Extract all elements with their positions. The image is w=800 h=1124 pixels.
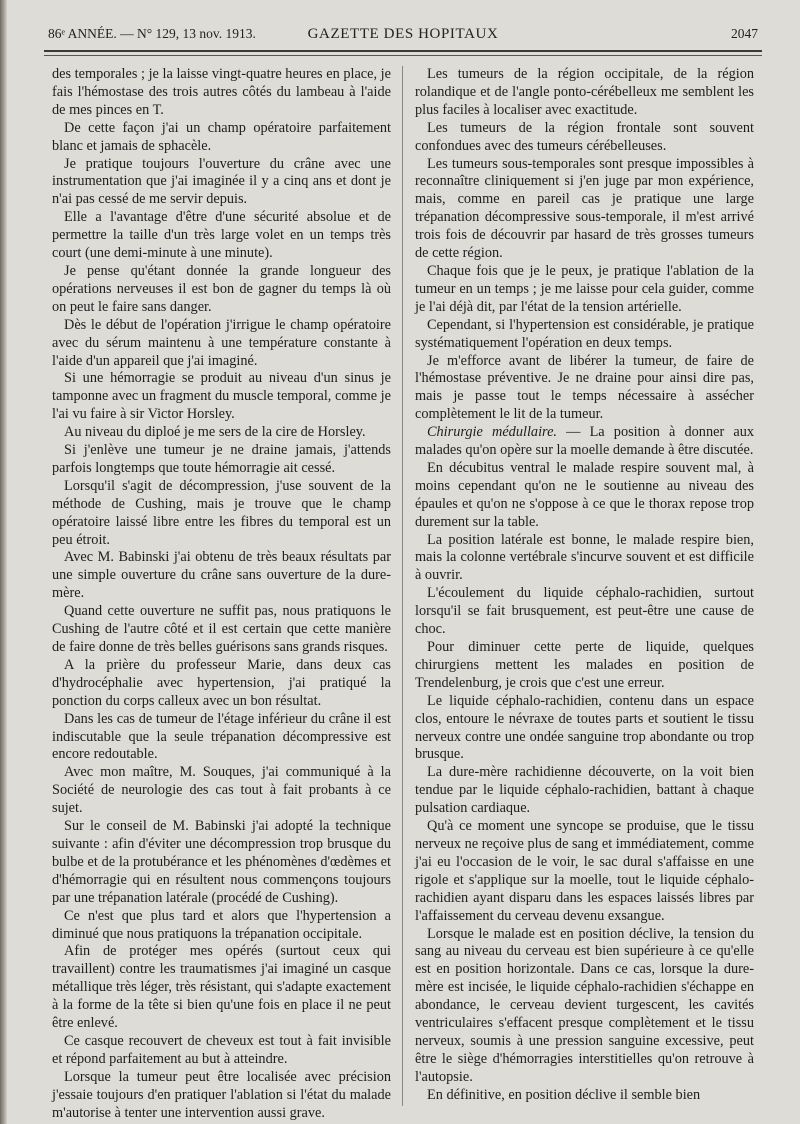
section-heading: Chirurgie médullaire.	[427, 424, 557, 441]
paragraph: En décubitus ventral le malade respire souvent mal, à moins cependant qu'on ne le soutienne au niveau des épaules et qu'on ne s'oppose à ce que le thorax repose trop durement sur la table.	[415, 459, 754, 530]
paragraph: des temporales ; je la laisse vingt-quatre heures en place, je fais l'hémostase des trois autres côtés du lambeau à l'aide de mes pinces en T.	[52, 66, 391, 118]
header-rule-thick	[44, 50, 762, 52]
paragraph: Si une hémorragie se produit au niveau d'un sinus je tamponne avec un fragment du muscle temporal, comme je l'ai vu faire à sir Victor Horsley.	[52, 370, 391, 423]
paragraph: Le liquide céphalo-rachidien, contenu dans un espace clos, entoure le névraxe de toutes parts et soutient le tissu nerveux contre une ondée sanguine trop abondante ou trop brusque.	[415, 692, 754, 763]
left-column	[52, 66, 391, 1122]
paragraph: Pour diminuer cette perte de liquide, quelques chirurgiens mettent les malades en position de Trendelenburg, je crois que c'est une erreur.	[415, 639, 754, 691]
paragraph: Les tumeurs de la région frontale sont souvent confondues avec des tumeurs cérébelleuses.	[415, 119, 754, 154]
paragraph: La position latérale est bonne, le malade respire bien, mais la colonne vertébrale s'incurve souvent et est difficile à ouvrir.	[415, 531, 754, 584]
paragraph: Lorsque la tumeur peut être localisée avec précision j'essaie toujours d'en pratiquer l'ablation si l'état du malade m'autorise à tenter une intervention aussi grave.	[52, 1068, 391, 1121]
paragraph: Lorsqu'il s'agit de décompression, j'use souvent de la méthode de Cushing, mais je trouve que le champ opératoire laissé libre entre les fibres du temporal est un peu étroit.	[52, 477, 391, 548]
paragraph: Dès le début de l'opération j'irrigue le champ opératoire avec du sérum maintenu à une température constante à l'aide d'un appareil que j'ai imaginé.	[52, 316, 391, 369]
paragraph: Avec mon maître, M. Souques, j'ai communiqué à la Société de neurologie des cas tout à fait probants à ce sujet.	[52, 764, 391, 817]
paragraph: Elle a l'avantage d'être d'une sécurité absolue et de permettre la taille d'un très large volet en un temps très court (une demi-minute à une minute).	[52, 209, 391, 262]
paragraph: Je pense qu'étant donnée la grande longueur des opérations nerveuses il est bon de gagner du temps là où on peut le faire sans danger.	[52, 262, 391, 315]
paragraph: Si j'enlève une tumeur je ne draine jamais, j'attends parfois longtemps que toute hémorragie ait cessé.	[52, 442, 391, 476]
paragraph: Les tumeurs de la région occipitale, de la région rolandique et de l'angle ponto-cérébelleux me semblent les plus faciles à localiser avec exactitude.	[415, 66, 754, 118]
journal-title: GAZETTE DES HOPITAUX	[307, 26, 499, 42]
paragraph: A la prière du professeur Marie, dans deux cas d'hydrocéphalie avec hypertension, j'ai pratiqué la ponction du corps calleux avec un bon résultat.	[52, 656, 391, 709]
right-column	[415, 66, 754, 1105]
paragraph: Je pratique toujours l'ouverture du crâne avec une instrumentation que j'ai imaginée il y a cinq ans et dont je n'ai pas cessé de me servir depuis.	[52, 155, 391, 208]
paragraph: Avec M. Babinski j'ai obtenu de très beaux résultats par une simple ouverture du crâne sans ouverture de la dure-mère.	[52, 549, 391, 602]
section-intro-text: — La position à donner aux malades qu'on opère sur la moelle demande à être discutée.	[415, 424, 754, 459]
paragraph: Les tumeurs sous-temporales sont presque impossibles à reconnaître cliniquement si j'en juge par mon expérience, mais, comme en pareil cas je pratique une large trépanation décompressive sous-temporale, il m'est arrivé trois fois de découvrir par hasard de très grosses tumeurs de cette région.	[415, 155, 754, 262]
column-divider	[402, 66, 403, 1106]
section-paragraph	[415, 424, 754, 460]
page-number: 2047	[731, 26, 758, 41]
running-header	[48, 26, 758, 46]
paragraph: La dure-mère rachidienne découverte, on la voit bien tendue par le liquide céphalo-rachidien, battant à chaque pulsation cardiaque.	[415, 764, 754, 817]
header-rule-thin	[44, 55, 762, 56]
paragraph: Qu'à ce moment une syncope se produise, que le tissu nerveux ne reçoive plus de sang et immédiatement, comme j'ai eu l'occasion de le voir, le sac dural s'affaisse en une rigole et s'applique sur la moelle, tout le liquide céphalo-rachidien ayant disparu dans les espaces laissés libres par l'affaissement du cerveau devenu exsangue.	[415, 818, 754, 924]
issue-info: 86ᵉ ANNÉE. — N° 129, 13 nov. 1913.	[48, 26, 256, 41]
paragraph: En définitive, en position déclive il semble bien	[427, 1086, 701, 1103]
paragraph: De cette façon j'ai un champ opératoire parfaitement blanc et jamais de sphacèle.	[52, 119, 391, 154]
paragraph: Ce casque recouvert de cheveux est tout à fait invisible et répond parfaitement au but à atteindre.	[52, 1032, 391, 1067]
paragraph: Ce n'est que plus tard et alors que l'hypertension a diminué que nous pratiquons la trépanation occipitale.	[52, 907, 391, 942]
paragraph: Chaque fois que je le peux, je pratique l'ablation de la tumeur en un temps ; je me laisse pour cela guider, comme je l'ai déjà dit, par l'état de la tension artérielle.	[415, 262, 754, 315]
paragraph: Dans les cas de tumeur de l'étage inférieur du crâne il est indiscutable que la seule trépanation décompressive est encore redoutable.	[52, 710, 391, 763]
paragraph: Lorsque le malade est en position déclive, la tension du sang au niveau du cerveau est bien supérieure à ce qu'elle est en position horizontale. Dans ce cas, lorsque la dure-mère est incisée, le liquide céphalo-rachidien s'échappe en abondance, le cerveau devient turgescent, les cavités ventriculaires s'effacent presque complètement et le tissu nerveux, soumis à une pression sanguine excessive, peut être le siège d'hémorragies interstitielles qu'on retrouve à l'autopsie.	[415, 925, 754, 1085]
paragraph: Je m'efforce avant de libérer la tumeur, de faire de l'hémostase préventive. Je ne draine pour ainsi dire pas, mais je passe tout le temps nécessaire à assécher complètement le lit de la tumeur.	[415, 352, 754, 423]
paragraph: Afin de protéger mes opérés (surtout ceux qui travaillent) contre les traumatismes j'ai imaginé un casque métallique très léger, très résistant, qui s'adapte exactement à la forme de la tête si bien qu'une fois en place il ne peut être enlevé.	[52, 943, 391, 1032]
paragraph: Sur le conseil de M. Babinski j'ai adopté la technique suivante : afin d'éviter une décompression trop brusque du bulbe et de la protubérance et les phénomènes d'œdèmes et d'hémorragie qui en résultent nous commençons toujours par une trépanation latérale (procédé de Cushing).	[52, 818, 391, 906]
page-binding-edge	[0, 0, 7, 1124]
paragraph: Cependant, si l'hypertension est considérable, je pratique systématiquement l'opération en deux temps.	[415, 316, 754, 351]
paragraph: Au niveau du diploé je me sers de la cire de Horsley.	[64, 424, 366, 441]
paragraph: Quand cette ouverture ne suffit pas, nous pratiquons le Cushing de l'autre côté et il est certain que cette manière de faire donne de très belles guérisons sans grands risques.	[52, 603, 391, 655]
paragraph: L'écoulement du liquide céphalo-rachidien, surtout lorsqu'il se fait brusquement, est peut-être une cause de choc.	[415, 585, 754, 638]
